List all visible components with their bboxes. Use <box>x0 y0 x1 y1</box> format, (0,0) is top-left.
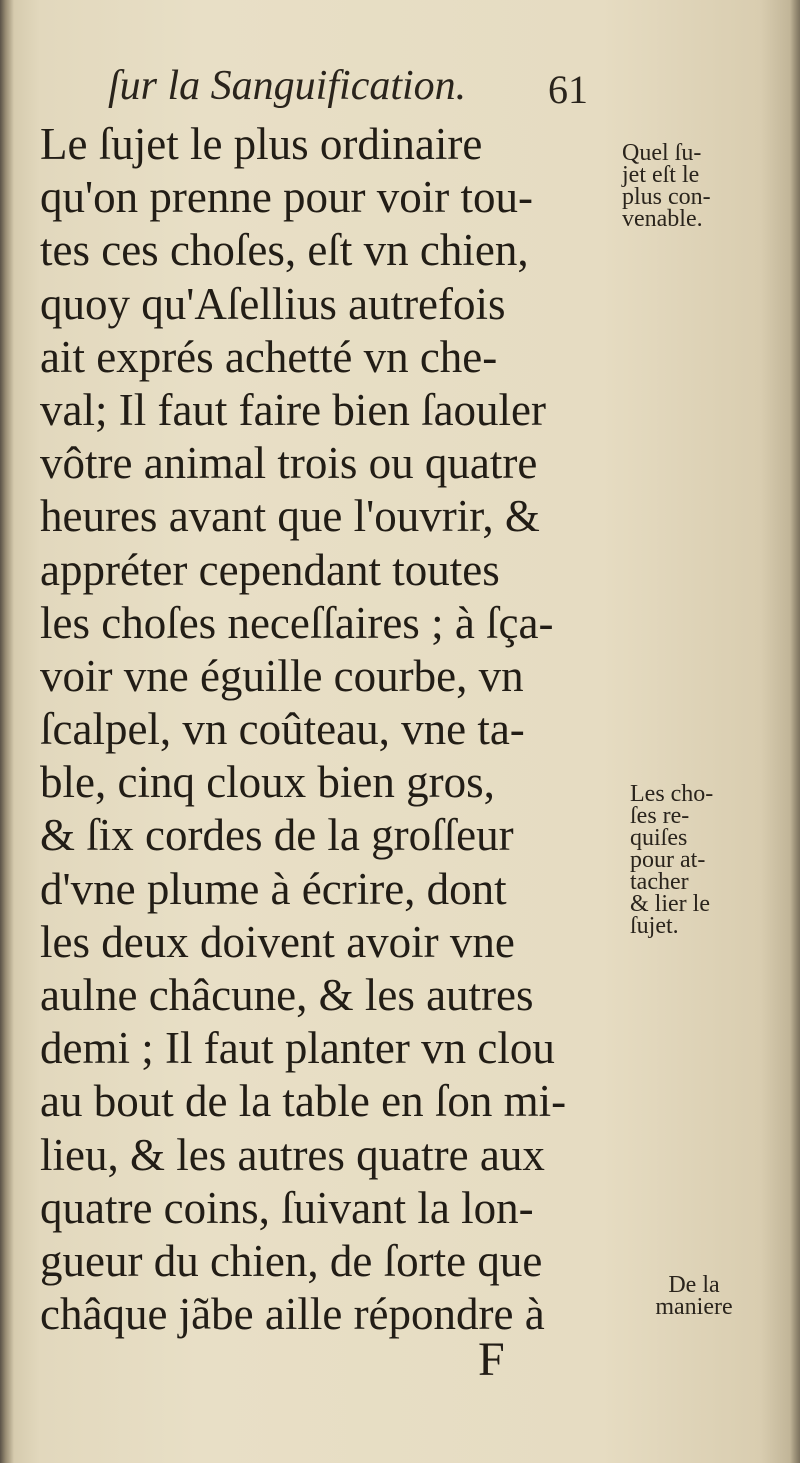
text-line: aulne châcune, & les autres <box>40 970 534 1020</box>
margin-note-line: quiſes <box>630 825 688 851</box>
margin-note-requisites <box>630 783 713 937</box>
margin-note-line: Les cho- <box>630 781 714 807</box>
margin-note-line: Quel ſu- <box>622 140 702 166</box>
margin-note-line: plus con- <box>622 184 711 210</box>
margin-note-line: De la <box>668 1272 720 1298</box>
text-line: d'vne plume à écrire, dont <box>40 863 507 914</box>
text-line: quatre coins, ſuivant la lon- <box>40 1182 534 1233</box>
signature-mark: F <box>478 1333 505 1386</box>
text-line: Le ſujet le plus ordinaire <box>40 119 483 169</box>
binding-shadow <box>0 0 14 1463</box>
text-line: voir vne éguille courbe, vn <box>40 650 524 701</box>
page-number: 61 <box>548 67 588 112</box>
text-line: qu'on prenne pour voir tou- <box>40 172 534 223</box>
text-line: heures avant que l'ouvrir, & <box>40 491 540 542</box>
margin-note-line: venable. <box>622 206 703 232</box>
margin-note-line: jet eſt le <box>622 162 700 188</box>
margin-note-line: ſes re- <box>630 803 690 829</box>
margin-note-line: & lier le <box>630 891 710 917</box>
margin-note-line: tacher <box>630 869 689 895</box>
running-title: ſur la Sanguification. <box>108 63 467 109</box>
text-line: gueur du chien, de ſorte que <box>40 1235 543 1286</box>
text-line: tes ces choſes, eſt vn chien, <box>40 225 529 276</box>
main-text-block <box>40 118 620 1341</box>
text-line: ble, cinq cloux bien gros, <box>40 757 495 808</box>
text-line: les deux doivent avoir vne <box>40 916 515 967</box>
text-line: appréter cependant toutes <box>40 544 500 595</box>
text-line: demi ; Il faut planter vn clou <box>40 1023 555 1074</box>
text-line: ſcalpel, vn coûteau, vne ta- <box>40 704 525 755</box>
margin-note-subject <box>622 142 711 230</box>
margin-note-line: maniere <box>655 1294 733 1320</box>
text-line: ait exprés achetté vn che- <box>40 331 498 382</box>
text-line: quoy qu'Aſellius autrefois <box>40 278 506 329</box>
text-line: au bout de la table en ſon mi- <box>40 1076 567 1127</box>
text-line: vôtre animal trois ou quatre <box>40 438 538 489</box>
margin-note-line: pour at- <box>630 847 706 873</box>
text-line: lieu, & les autres quatre aux <box>40 1129 545 1180</box>
text-line: val; Il faut faire bien ſaouler <box>40 384 547 435</box>
margin-note-line: ſujet. <box>630 913 679 939</box>
text-line: & ſix cordes de la groſſeur <box>40 810 514 861</box>
text-line: les choſes neceſſaires ; à ſça- <box>40 597 554 648</box>
margin-note-manner <box>624 1274 764 1318</box>
page-edge <box>790 0 800 1463</box>
text-line: châque jãbe aille répondre à <box>40 1289 545 1340</box>
